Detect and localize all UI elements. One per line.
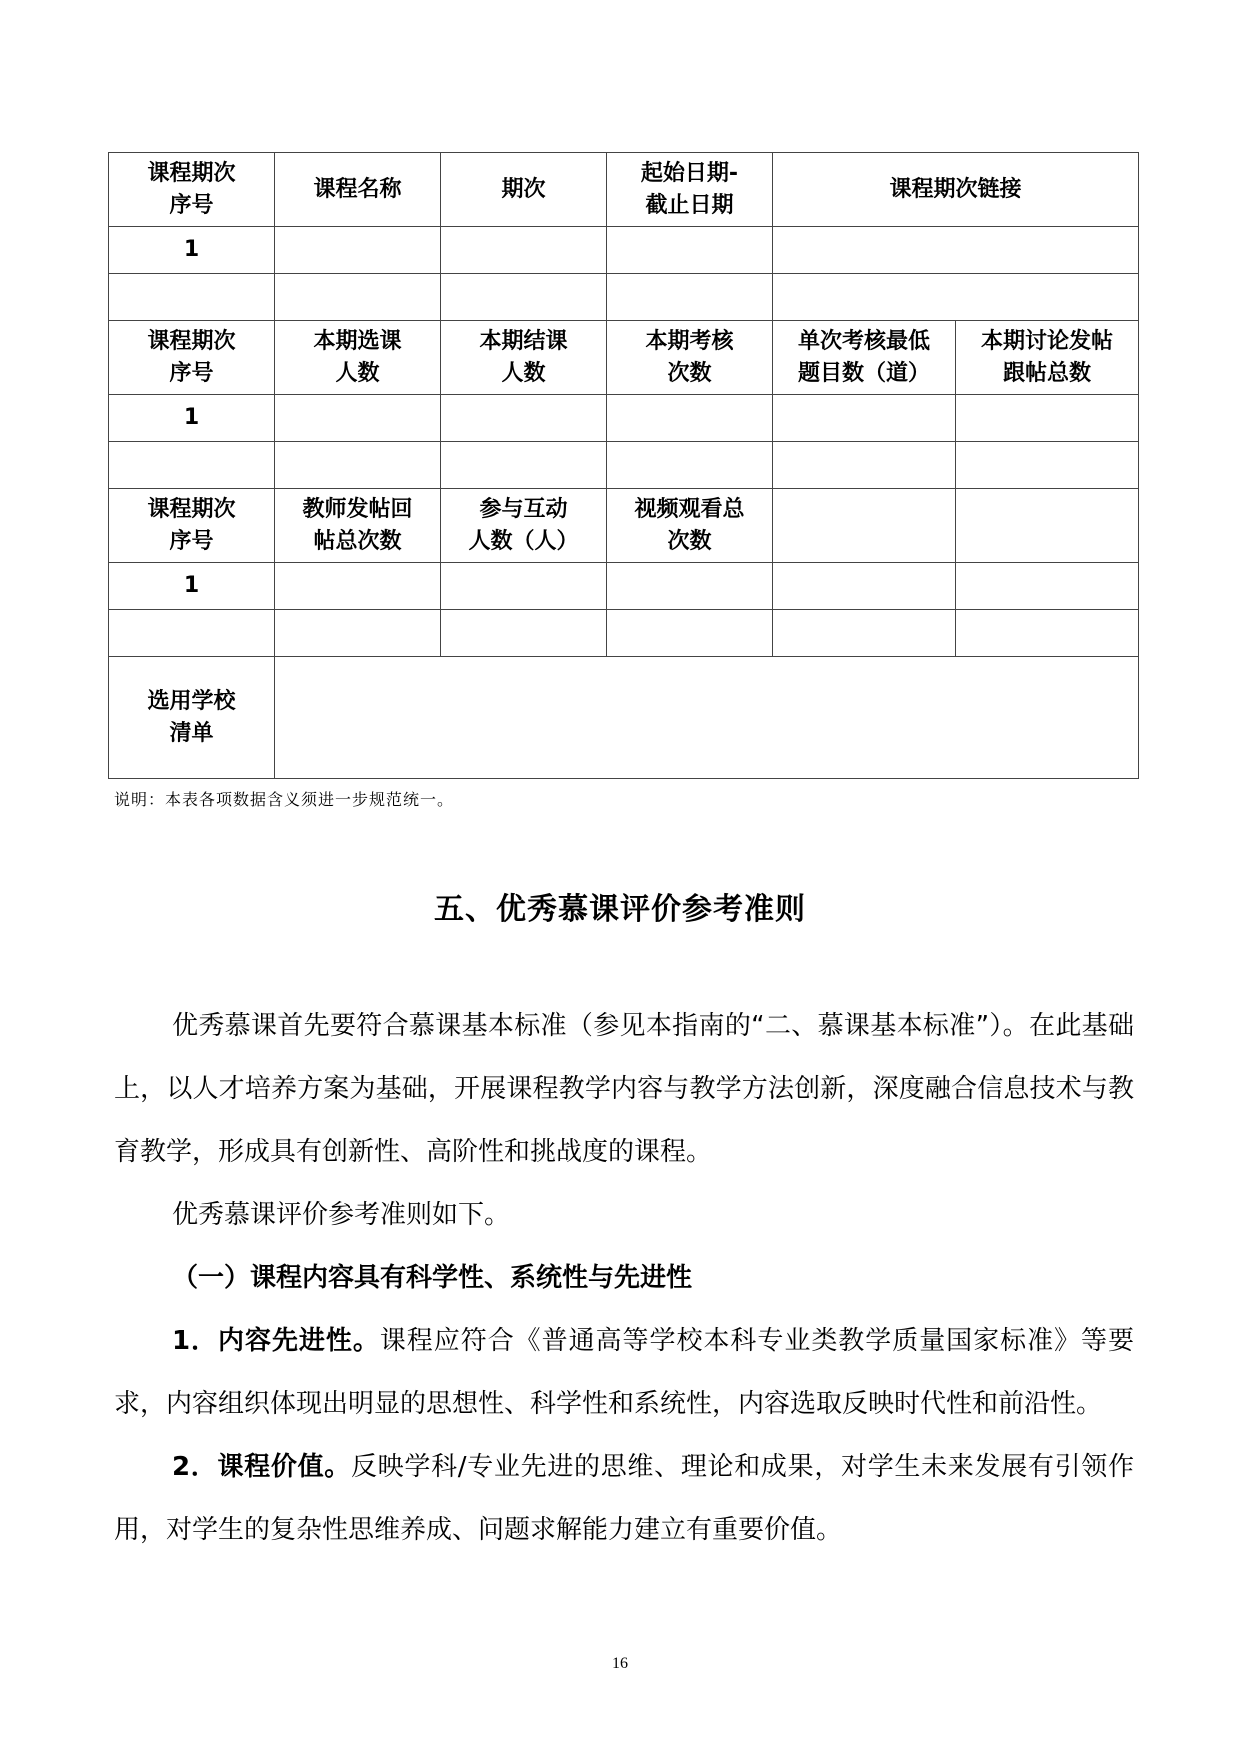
header-period: 期次 xyxy=(441,153,607,227)
header-min-questions: 单次考核最低 题目数（道） xyxy=(773,321,956,395)
empty-cell xyxy=(773,442,956,489)
empty-cell xyxy=(275,442,441,489)
empty-cell xyxy=(607,227,773,274)
table-note: 说明：本表各项数据含义须进一步规范统一。 xyxy=(114,790,455,809)
paragraph: 优秀慕课首先要符合慕课基本标准（参见本指南的“二、慕课基本标准”）。在此基础上，以人才培养方案为基础，开展课程教学内容与教学方法创新，深度融合信息技术与教育教学，形成具有创新性、高阶性和挑战度的课程。 xyxy=(114,1011,1134,1167)
empty-cell xyxy=(275,610,441,657)
empty-cell xyxy=(773,395,956,442)
empty-cell xyxy=(441,227,607,274)
row-number: 1 xyxy=(109,395,275,442)
empty-cell xyxy=(109,442,275,489)
empty-cell xyxy=(956,563,1139,610)
header-discussion-posts: 本期讨论发帖 跟帖总数 xyxy=(956,321,1139,395)
header-course-link: 课程期次链接 xyxy=(773,153,1139,227)
empty-cell xyxy=(607,442,773,489)
item-lead: 1．内容先进性。 xyxy=(172,1326,380,1356)
header-video-views: 视频观看总 次数 xyxy=(607,489,773,563)
empty-cell xyxy=(441,610,607,657)
header-period-no: 课程期次 序号 xyxy=(109,153,275,227)
header-period-no: 课程期次 序号 xyxy=(109,321,275,395)
course-data-table xyxy=(108,152,1139,779)
row-number: 1 xyxy=(109,227,275,274)
header-course-name: 课程名称 xyxy=(275,153,441,227)
header-participants: 参与互动 人数（人） xyxy=(441,489,607,563)
page-number: 16 xyxy=(612,1655,628,1672)
empty-cell xyxy=(275,563,441,610)
header-exam-count: 本期考核 次数 xyxy=(607,321,773,395)
empty-cell xyxy=(773,227,1139,274)
empty-cell xyxy=(956,489,1139,563)
header-enrolled: 本期选课 人数 xyxy=(275,321,441,395)
empty-cell xyxy=(773,610,956,657)
empty-cell xyxy=(773,274,1139,321)
paragraph: 优秀慕课评价参考准则如下。 xyxy=(172,1200,511,1230)
empty-cell xyxy=(275,395,441,442)
empty-cell xyxy=(773,489,956,563)
row-number: 1 xyxy=(109,563,275,610)
empty-cell xyxy=(441,563,607,610)
section-title: 五、优秀慕课评价参考准则 xyxy=(434,892,806,927)
header-completed: 本期结课 人数 xyxy=(441,321,607,395)
header-date-range: 起始日期- 截止日期 xyxy=(607,153,773,227)
item-lead: 2．课程价值。 xyxy=(172,1452,351,1482)
empty-cell xyxy=(607,563,773,610)
header-school-list: 选用学校 清单 xyxy=(109,657,275,779)
empty-cell xyxy=(275,274,441,321)
empty-cell xyxy=(275,227,441,274)
item-text: 课程应符合《普通高等学校本科专业类教学质量国家标准》等要求，内容组织体现出明显的思想性、科学性和系统性，内容选取反映时代性和前沿性。 xyxy=(114,1326,1134,1419)
empty-cell xyxy=(773,563,956,610)
empty-cell xyxy=(441,442,607,489)
empty-cell xyxy=(109,610,275,657)
subsection-heading: （一）课程内容具有科学性、系统性与先进性 xyxy=(172,1263,693,1293)
list-item xyxy=(114,1436,1134,1562)
empty-cell xyxy=(956,442,1139,489)
empty-cell xyxy=(956,395,1139,442)
school-list-cell xyxy=(275,657,1139,779)
list-item xyxy=(114,1310,1134,1436)
empty-cell xyxy=(607,610,773,657)
empty-cell xyxy=(109,274,275,321)
empty-cell xyxy=(441,395,607,442)
empty-cell xyxy=(956,610,1139,657)
empty-cell xyxy=(607,395,773,442)
item-text: 反映学科/专业先进的思维、理论和成果，对学生未来发展有引领作用，对学生的复杂性思维养成、问题求解能力建立有重要价值。 xyxy=(114,1452,1134,1545)
empty-cell xyxy=(607,274,773,321)
header-teacher-posts: 教师发帖回 帖总次数 xyxy=(275,489,441,563)
empty-cell xyxy=(441,274,607,321)
body-text xyxy=(114,995,1134,1562)
header-period-no: 课程期次 序号 xyxy=(109,489,275,563)
